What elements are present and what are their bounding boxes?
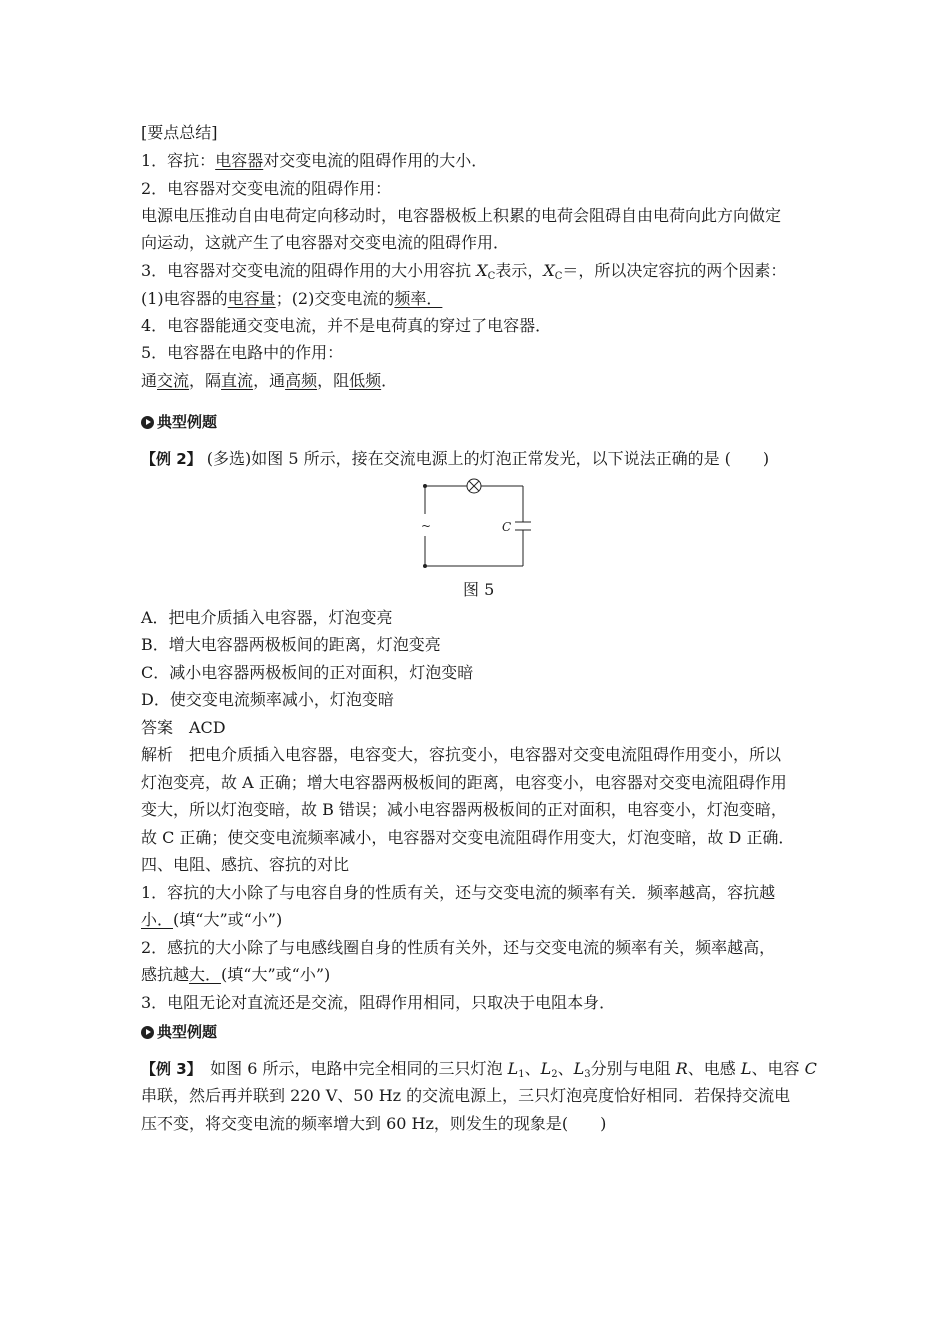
- capacitor-label: C: [502, 520, 512, 534]
- circuit-diagram: [405, 474, 535, 574]
- section-title-2: 典型例题: [141, 1021, 217, 1043]
- summary-heading: [要点总结]: [141, 123, 218, 142]
- play-circle-icon: [141, 416, 154, 429]
- summary-line-3: 电源电压推动自由电荷定向移动时，电容器极板上积累的电荷会阻碍自由电荷向此方向做定: [141, 206, 782, 225]
- compare-line-3: 3．电阻无论对直流还是交流，阻碍作用相同，只取决于电阻本身．: [141, 993, 616, 1012]
- play-circle-icon: [141, 1026, 154, 1039]
- summary-line-4: 向运动，这就产生了电容器对交变电流的阻碍作用．: [141, 233, 510, 252]
- analysis-line-2: 灯泡变亮，故 A 正确；增大电容器两极板间的距离，电容变小，电容器对交变电流阻碍作用: [141, 773, 787, 792]
- analysis-line-1: 解析 把电介质插入电容器，电容变大，容抗变小，电容器对交变电流阻碍作用变小，所以: [141, 745, 782, 764]
- compare-line-2b: 感抗越大．(填“大”或“小”): [141, 965, 331, 984]
- summary-line-2: 2．电容器对交变电流的阻碍作用：: [141, 179, 392, 198]
- compare-line-1b: 小．(填“大”或“小”): [141, 910, 283, 929]
- example-2-stem: 【例 2】 (多选)如图 5 所示，接在交流电源上的灯泡正常发光，以下说法正确的是 ( ): [141, 449, 770, 468]
- example-3-line-1: 【例 3】 如图 6 所示，电路中完全相同的三只灯泡 $L_1$、$L_2$、$L_3$分别与电阻 R、电感 L、电容 C: [141, 1059, 817, 1080]
- section-title: 典型例题: [141, 411, 217, 433]
- analysis-line-4: 故 C 正确；使交变电流频率减小，电容器对交变电流阻碍作用变大，灯泡变暗，故 D 正确．: [141, 828, 795, 847]
- compare-line-1a: 1．容抗的大小除了与电容自身的性质有关，还与交变电流的频率有关．频率越高，容抗越: [141, 883, 776, 902]
- answer: 答案 ACD: [141, 718, 226, 737]
- summary-line-9: 通交流，隔直流，通高频，阻低频．: [141, 371, 398, 390]
- summary-line-8: 5．电容器在电路中的作用：: [141, 343, 344, 362]
- terminal-dot-top: [423, 484, 427, 488]
- terminal-dot-bottom: [423, 564, 427, 568]
- summary-line-5: 3．电容器对交变电流的阻碍作用的大小用容抗 $X_C$表示，$X_C=$，所以决定容抗的两个因素：: [141, 261, 787, 282]
- example-3-line-3: 压不变，将交变电流的频率增大到 60 Hz，则发生的现象是( ): [141, 1114, 607, 1133]
- example-3-line-2: 串联，然后再并联到 220 V、50 Hz 的交流电源上，三只灯泡亮度恰好相同．若保持交流电: [141, 1086, 791, 1105]
- summary-line-1: 1．容抗：电容器对交变电流的阻碍作用的大小．: [141, 151, 488, 170]
- analysis-line-3: 变大，所以灯泡变暗，故 B 错误；减小电容器两极板间的正对面积，电容变小，灯泡变暗，: [141, 800, 787, 819]
- summary-line-7: 4．电容器能通交变电流，并不是电荷真的穿过了电容器．: [141, 316, 552, 335]
- summary-line-6: (1)电容器的电容量；(2)交变电流的频率．: [141, 289, 443, 308]
- compare-heading: 四、电阻、感抗、容抗的对比: [141, 855, 350, 874]
- option-c: C．减小电容器两极板间的正对面积，灯泡变暗: [141, 663, 474, 682]
- option-b: B．增大电容器两极板间的距离，灯泡变亮: [141, 635, 441, 654]
- ac-source-symbol: ~: [421, 519, 432, 533]
- compare-line-2a: 2．感抗的大小除了与电感线圈自身的性质有关外，还与交变电流的频率有关，频率越高，: [141, 938, 776, 957]
- option-d: D．使交变电流频率减小，灯泡变暗: [141, 690, 394, 709]
- option-a: A．把电介质插入电容器，灯泡变亮: [141, 608, 393, 627]
- figure-caption: 图 5: [463, 580, 495, 599]
